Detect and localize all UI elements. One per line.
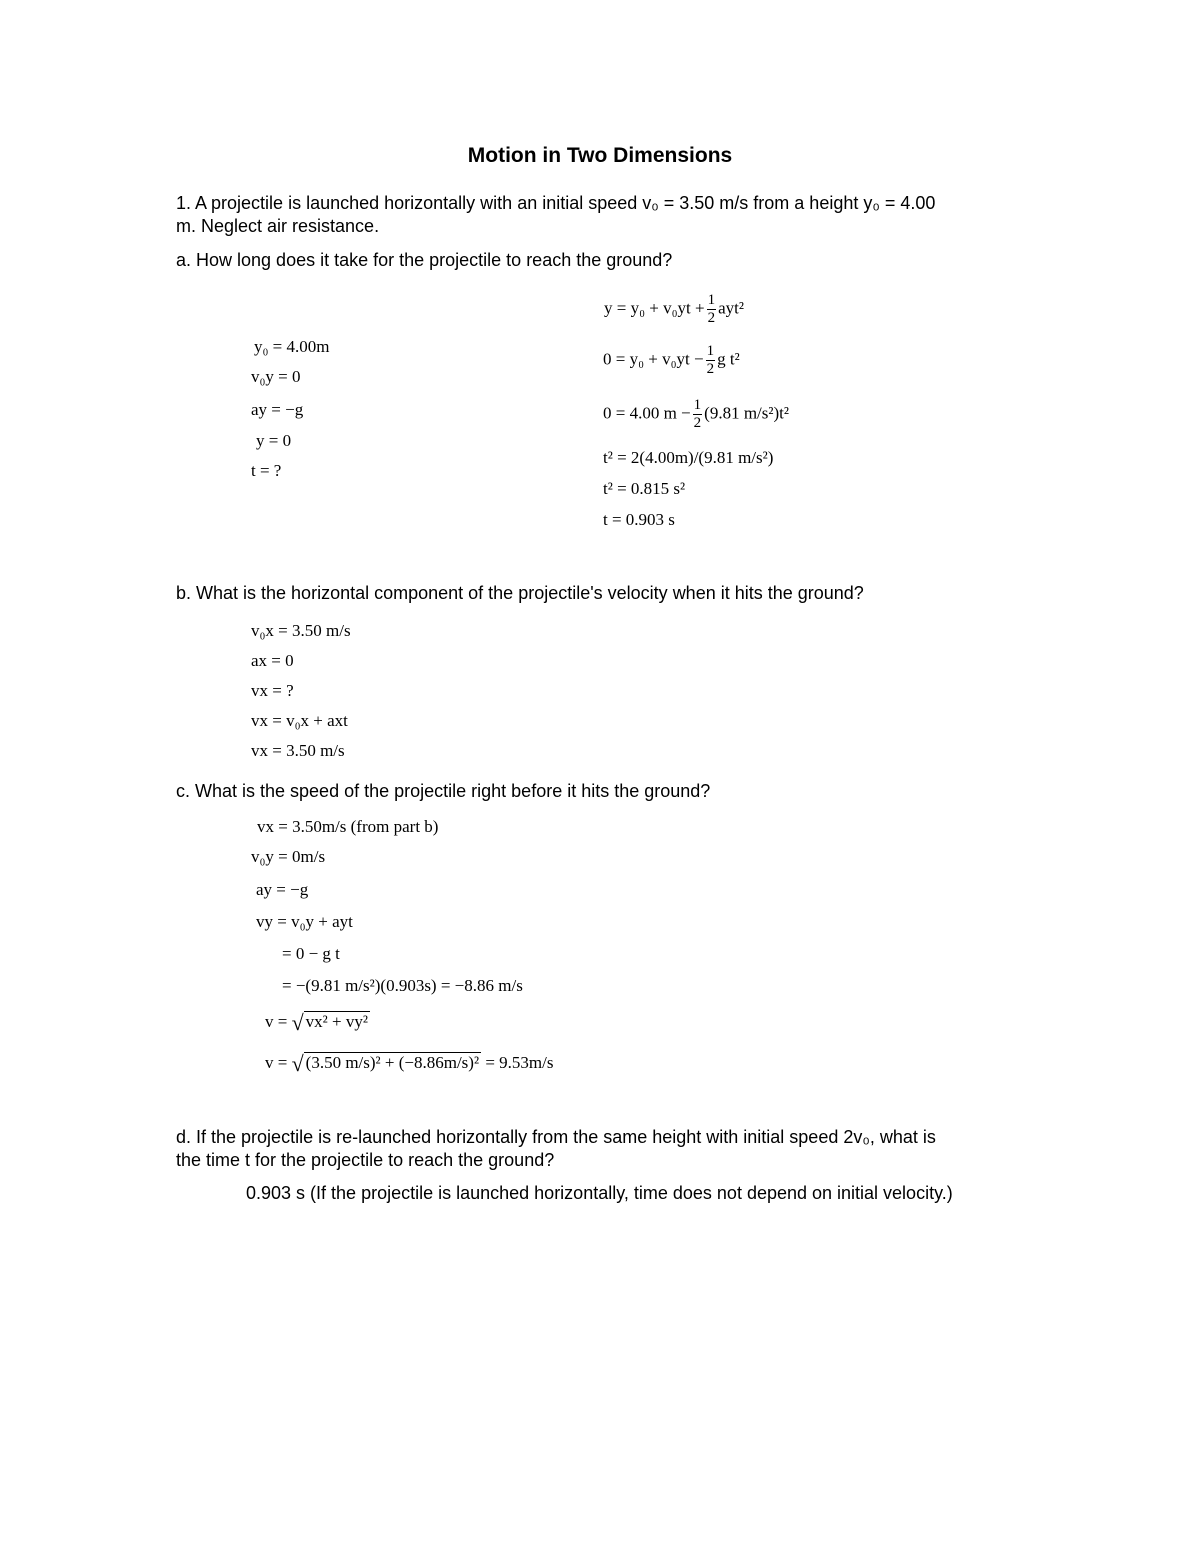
part-d-question-line-1: d. If the projectile is re-launched horizontally from the same height with initial speed 2v₀, what is	[176, 1127, 936, 1147]
square-root-icon: √	[291, 1051, 304, 1076]
part-a-equation-2	[603, 343, 740, 378]
part-a-eq2-lhs: 0 = y₀ + v₀yt −	[603, 349, 704, 369]
part-a-eq1-rhs: ayt²	[718, 298, 744, 318]
part-c-speed-result	[265, 1051, 553, 1077]
part-a-eq3-rhs: (9.81 m/s²)t²	[704, 403, 789, 423]
part-c-line-2: v₀y = 0m/s	[251, 847, 326, 866]
part-b-line-1: v₀x = 3.50 m/s	[251, 621, 351, 640]
part-c-result-rhs: = 9.53m/s	[485, 1053, 554, 1072]
part-c-speed-lhs: v =	[265, 1012, 288, 1031]
part-a-eq2-frac-den: 2	[706, 361, 715, 377]
part-a-equation-6: t = 0.903 s	[603, 510, 675, 529]
part-a-eq3-frac-num: 1	[693, 397, 702, 413]
part-c-line-6: = −(9.81 m/s²)(0.903s) = −8.86 m/s	[282, 976, 523, 995]
part-a-given-v0y: v₀y = 0	[251, 367, 301, 386]
part-a-eq3-fraction	[693, 397, 703, 432]
part-a-given-y: y = 0	[256, 431, 292, 450]
part-a-given-ay: ay = −g	[251, 400, 304, 419]
part-c-question: c. What is the speed of the projectile right before it hits the ground?	[176, 781, 711, 801]
part-b-line-2: ax = 0	[251, 651, 294, 670]
part-d-answer: 0.903 s (If the projectile is launched horizontally, time does not depend on initial velocity.)	[246, 1183, 953, 1203]
part-a-eq1-lhs: y = y₀ + v₀yt +	[604, 298, 705, 318]
part-a-given-y0: y₀ = 4.00m	[254, 337, 330, 356]
part-a-equation-1	[604, 292, 744, 327]
part-c-result-radicand: (3.50 m/s)² + (−8.86m/s)²	[305, 1053, 480, 1072]
part-a-eq2-rhs: g t²	[717, 349, 740, 369]
part-c-line-3: ay = −g	[256, 880, 309, 899]
part-b-line-3: vx = ?	[251, 681, 294, 700]
part-a-equation-5: t² = 0.815 s²	[603, 479, 686, 498]
part-b-line-5: vx = 3.50 m/s	[251, 741, 345, 760]
part-a-eq2-fraction	[706, 343, 716, 378]
part-a-equation-3	[603, 397, 789, 432]
part-d-question-line-2: the time t for the projectile to reach the ground?	[176, 1150, 555, 1170]
part-c-speed-formula	[265, 1010, 370, 1036]
part-a-eq1-frac-num: 1	[707, 292, 716, 308]
part-a-eq2-frac-num: 1	[706, 343, 715, 359]
part-a-eq1-fraction	[707, 292, 717, 327]
intro-line-2: m. Neglect air resistance.	[176, 216, 380, 236]
part-a-question: a. How long does it take for the projectile to reach the ground?	[176, 250, 673, 270]
part-c-result-lhs: v =	[265, 1053, 288, 1072]
part-c-line-4: vy = v₀y + ayt	[256, 912, 353, 931]
part-b-line-4: vx = v₀x + axt	[251, 711, 348, 730]
part-a-equation-4: t² = 2(4.00m)/(9.81 m/s²)	[603, 448, 774, 467]
part-c-speed-radicand: vx² + vy²	[305, 1012, 368, 1031]
part-a-eq1-frac-den: 2	[707, 310, 716, 326]
part-c-line-5: = 0 − g t	[282, 944, 340, 963]
page-title: Motion in Two Dimensions	[467, 144, 733, 167]
intro-line-1: 1. A projectile is launched horizontally with an initial speed v₀ = 3.50 m/s from a height y₀ = 4.00	[176, 193, 936, 213]
square-root-icon: √	[291, 1010, 304, 1035]
part-a-eq3-lhs: 0 = 4.00 m −	[603, 403, 691, 423]
part-a-given-t: t = ?	[251, 461, 282, 480]
part-b-question: b. What is the horizontal component of the projectile's velocity when it hits the ground?	[176, 583, 864, 603]
part-c-line-1: vx = 3.50m/s (from part b)	[257, 817, 439, 836]
part-a-eq3-frac-den: 2	[693, 415, 702, 431]
